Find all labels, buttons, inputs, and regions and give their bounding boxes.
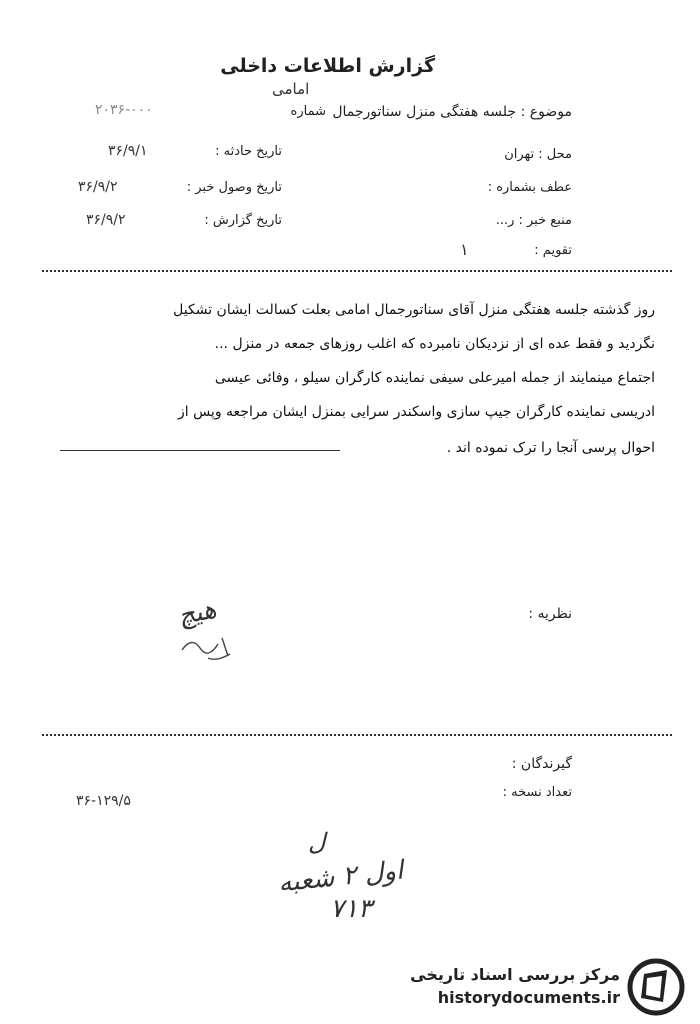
evaluation-label: تقویم : <box>534 243 572 258</box>
incident-date-value: ۳۶/۹/۱ <box>108 143 148 159</box>
report-date-label: تاریخ گزارش : <box>204 213 282 228</box>
number-label: شماره <box>290 104 326 119</box>
footer-org-name: مرکز بررسی اسناد تاریخی <box>410 965 620 984</box>
report-date-value: ۳۶/۹/۲ <box>86 212 126 228</box>
body-line: ادریسی نماینده کارگران جیپ سازی واسکندر سرایی بمنزل ایشان مراجعه وپس از <box>177 404 655 420</box>
reference-label: عطف بشماره : <box>487 180 572 195</box>
footer-watermark <box>405 950 690 1020</box>
recipients-label: گیرندگان : <box>511 756 572 772</box>
body-line: احوال پرسی آنجا را ترک نموده اند . <box>446 440 655 456</box>
body-end-rule <box>60 450 340 451</box>
opinion-label: نظریه : <box>528 606 572 622</box>
received-date-label: تاریخ وصول خبر : <box>186 180 282 195</box>
incident-date-label: تاریخ حادثه : <box>215 144 282 159</box>
body-line: روز گذشته جلسه هفتگی منزل آقای سناتورجمال امامی بعلت کسالت ایشان تشکیل <box>173 302 655 318</box>
title-handwritten-note: امامی <box>272 80 310 98</box>
opinion-handwritten-note: هیچ <box>175 594 220 632</box>
report-title: گزارش اطلاعات داخلی <box>220 55 435 77</box>
subject-value: جلسه هفتگی منزل سناتورجمال <box>332 104 516 120</box>
evaluation-value: ۱ <box>460 240 469 259</box>
signature-line-1: ل <box>308 828 326 856</box>
location-label: محل : تهران <box>504 147 572 162</box>
copies-label: تعداد نسخه : <box>502 785 572 800</box>
opinion-scribble-mark <box>178 628 238 664</box>
body-line: اجتماع مینمایند از جمله امیرعلی سیفی نماینده کارگران سیلو ، وفائی عیسی <box>214 370 655 386</box>
signature-line-2: اول ۲ شعبه <box>276 855 405 899</box>
received-date-value: ۳۶/۹/۲ <box>78 179 118 195</box>
archive-logo-icon <box>627 958 685 1016</box>
footer-url[interactable]: historydocuments.ir <box>437 988 620 1007</box>
number-value: ۲۰۳۶-۰۰۰ <box>95 102 153 118</box>
signature-line-3: ۷۱۳ <box>330 894 372 924</box>
subject-label: موضوع : <box>520 104 572 120</box>
source-label: منبع خبر : ر... <box>495 213 572 228</box>
separator-top <box>42 270 672 272</box>
separator-bottom <box>42 734 672 736</box>
document-number: ۳۶-۱۲۹/۵ <box>76 793 131 809</box>
body-line: نگردید و فقط عده ای از نزدیکان نامبرده که اغلب روزهای جمعه در منزل ... <box>214 336 655 352</box>
